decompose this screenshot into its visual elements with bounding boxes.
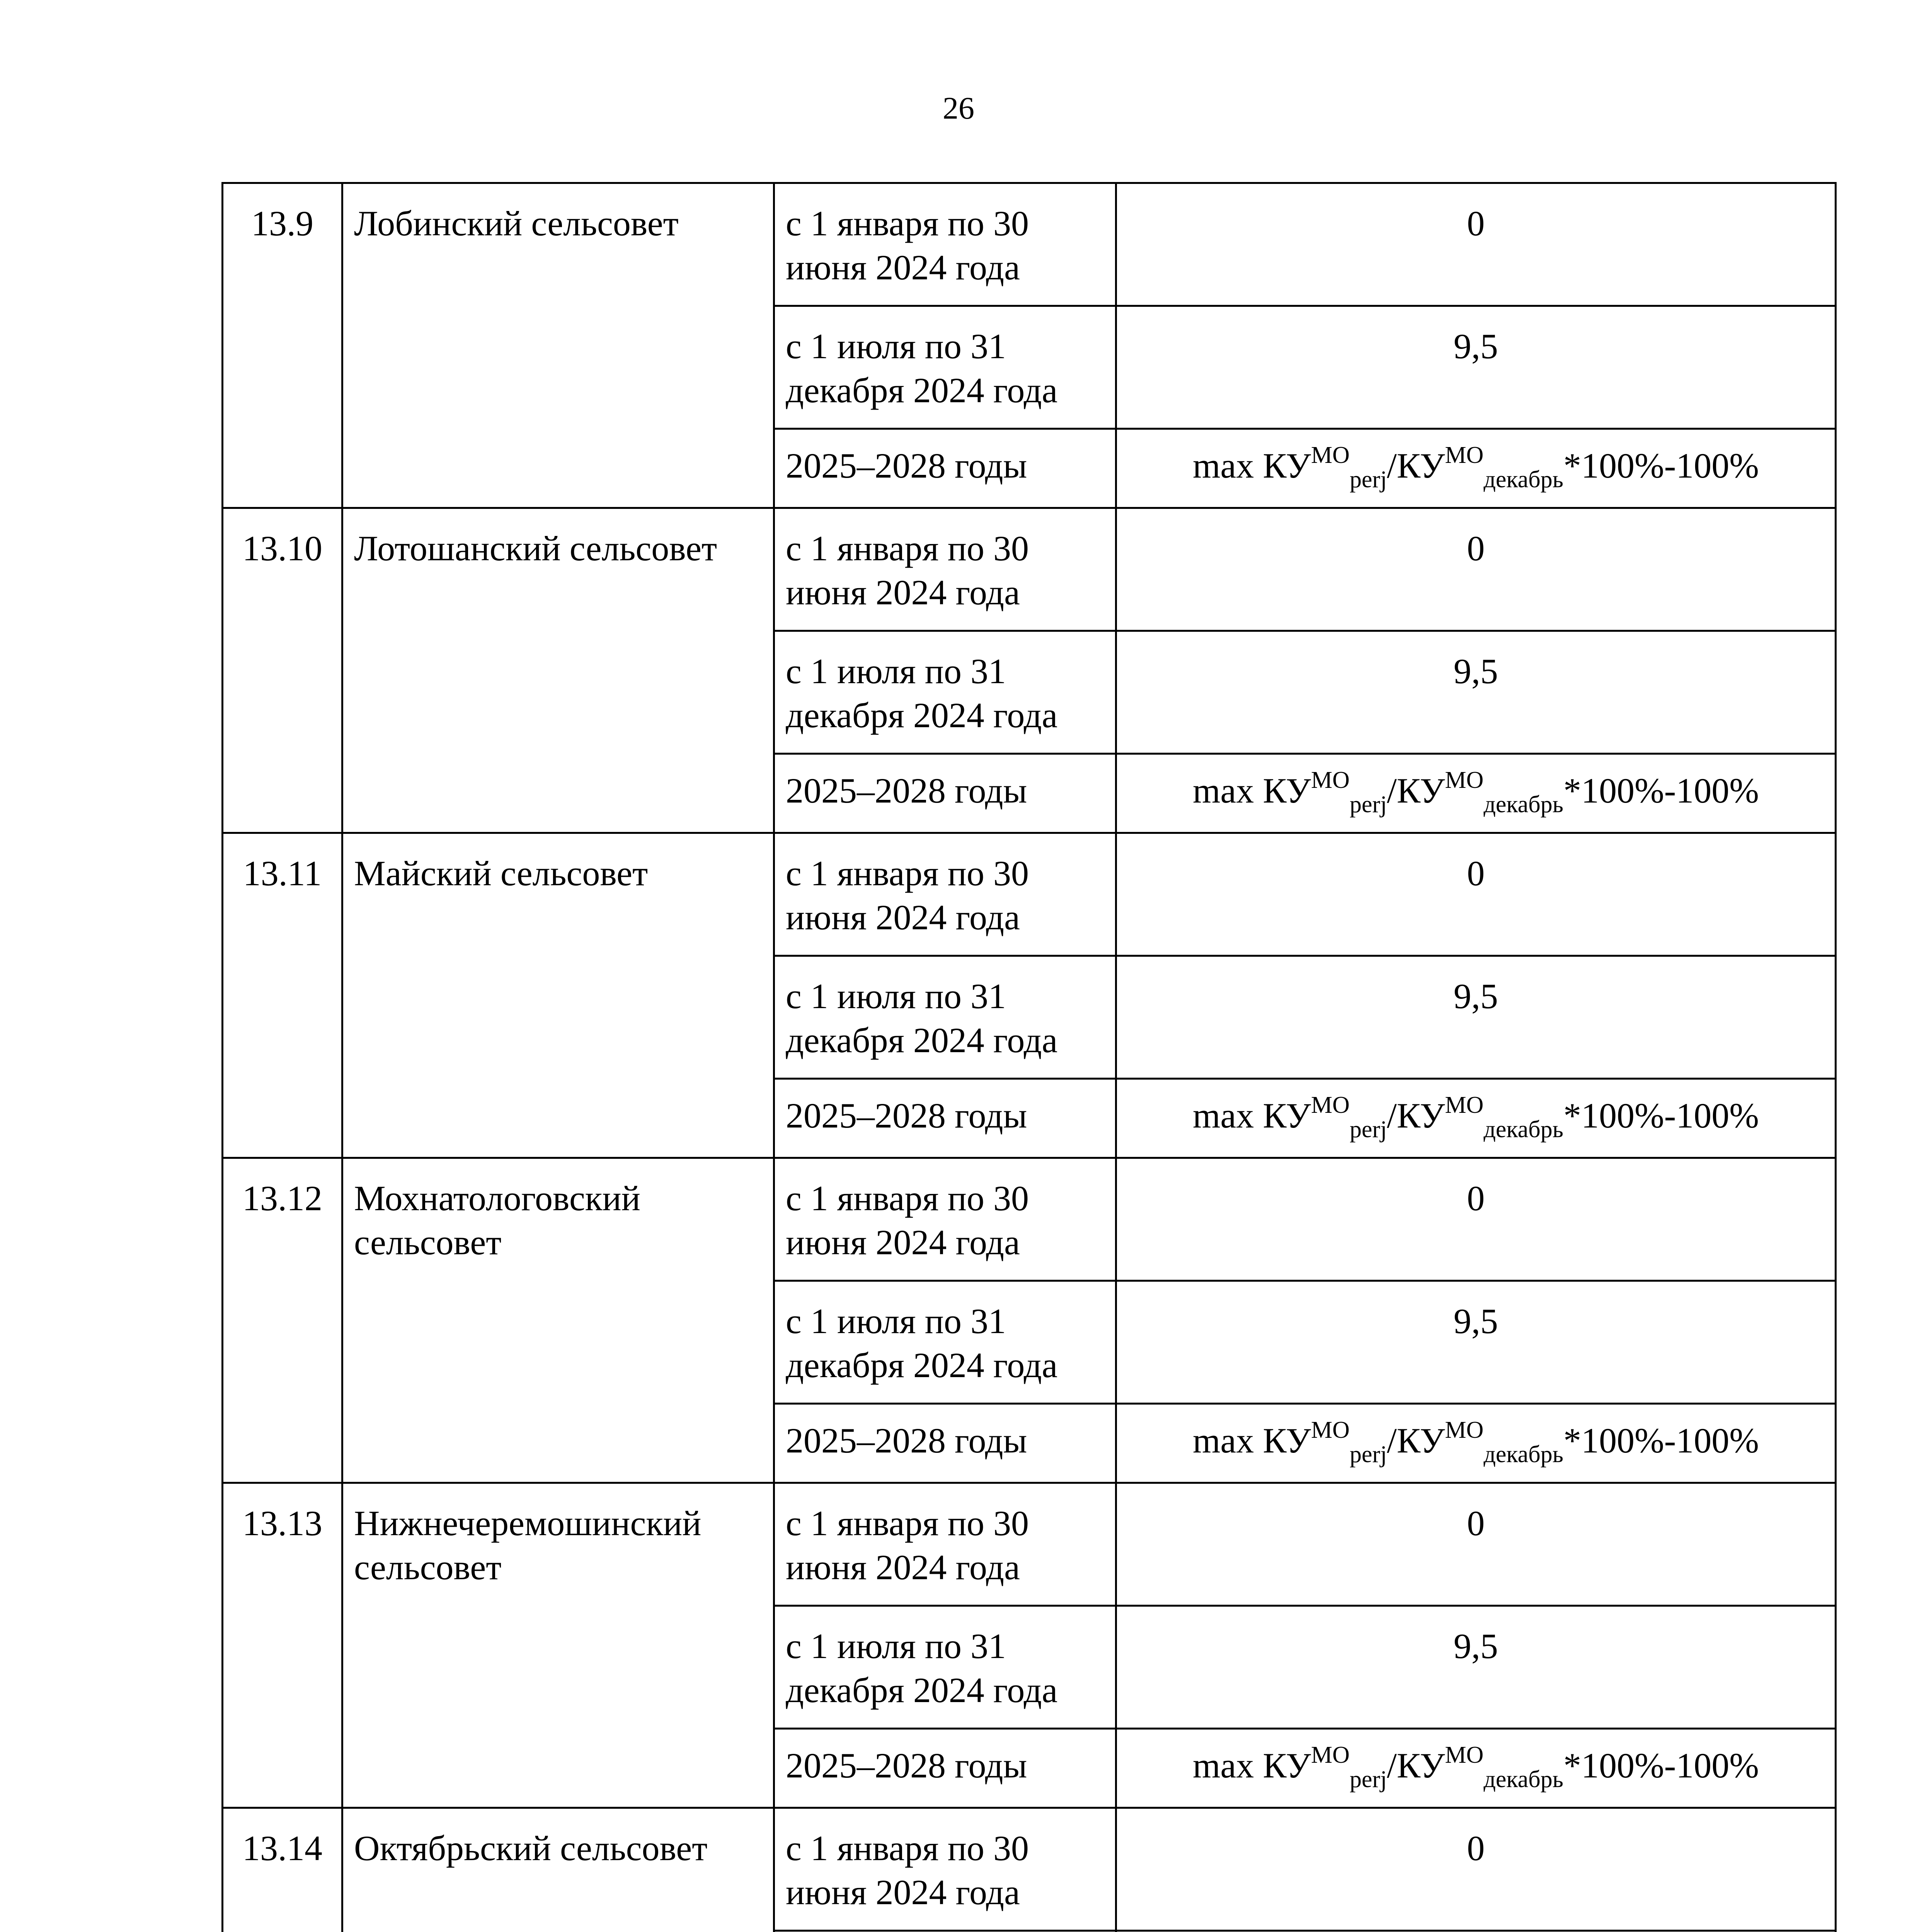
formula-sub: декабрь	[1483, 1766, 1564, 1793]
value-cell	[1116, 754, 1836, 833]
tariff-table-body	[223, 183, 1836, 1932]
table-row	[223, 1808, 1836, 1931]
formula-sub: декабрь	[1483, 791, 1564, 818]
formula-sup: МО	[1311, 767, 1350, 794]
formula-prefix: max КУ	[1193, 1746, 1311, 1785]
formula-sup: МО	[1445, 767, 1484, 794]
formula-mid: /КУ	[1387, 1421, 1445, 1460]
row-number: 13.14	[223, 1808, 342, 1932]
value-cell: 0	[1116, 1483, 1836, 1606]
table-row	[223, 183, 1836, 306]
row-number: 13.12	[223, 1158, 342, 1483]
table-row	[223, 1158, 1836, 1281]
formula-sub: perj	[1349, 1116, 1387, 1143]
formula-mid: /КУ	[1387, 1096, 1445, 1135]
formula-prefix: max КУ	[1193, 446, 1311, 485]
formula-sub: perj	[1349, 1766, 1387, 1793]
table-row	[223, 833, 1836, 956]
formula-sup: МО	[1445, 1092, 1484, 1119]
row-number: 13.10	[223, 508, 342, 833]
value-cell	[1116, 1079, 1836, 1158]
value-cell: 0	[1116, 183, 1836, 306]
formula-suffix: *100%-100%	[1563, 1746, 1759, 1785]
period-cell: с 1 января по 30 июня 2024 года	[774, 508, 1116, 631]
period-cell: с 1 июля по 31 декабря 2024 года	[774, 956, 1116, 1079]
formula-prefix: max КУ	[1193, 1096, 1311, 1135]
formula-suffix: *100%-100%	[1563, 771, 1759, 810]
period-cell: с 1 января по 30 июня 2024 года	[774, 1483, 1116, 1606]
value-cell	[1116, 1729, 1836, 1808]
formula-sup: МО	[1445, 1742, 1484, 1769]
period-cell: 2025–2028 годы	[774, 1729, 1116, 1808]
row-number: 13.11	[223, 833, 342, 1158]
municipality-name: Октябрьский сельсовет	[342, 1808, 774, 1932]
formula-sub: декабрь	[1483, 1441, 1564, 1468]
municipality-name: Майский сельсовет	[342, 833, 774, 1158]
period-cell: 2025–2028 годы	[774, 754, 1116, 833]
tariff-table	[221, 182, 1837, 1932]
value-cell: 9,5	[1116, 306, 1836, 429]
formula-sub: perj	[1349, 466, 1387, 493]
formula-sup: МО	[1445, 1417, 1484, 1444]
value-cell: 9,5	[1116, 1281, 1836, 1404]
formula-mid: /КУ	[1387, 446, 1445, 485]
period-cell: с 1 января по 30 июня 2024 года	[774, 833, 1116, 956]
formula-mid: /КУ	[1387, 771, 1445, 810]
page-number: 26	[943, 90, 974, 126]
period-cell: с 1 июля по 31 декабря 2024 года	[774, 1281, 1116, 1404]
period-cell: с 1 июля по 31 декабря 2024 года	[774, 1606, 1116, 1729]
value-cell: 9,5	[1116, 956, 1836, 1079]
period-cell: 2025–2028 годы	[774, 1079, 1116, 1158]
municipality-name: Лотошанский сельсовет	[342, 508, 774, 833]
row-number: 13.9	[223, 183, 342, 508]
formula-sup: МО	[1311, 442, 1350, 469]
period-cell: 2025–2028 годы	[774, 429, 1116, 508]
value-cell: 0	[1116, 508, 1836, 631]
formula-sup: МО	[1311, 1742, 1350, 1769]
formula-suffix: *100%-100%	[1563, 446, 1759, 485]
municipality-name: Лобинский сельсовет	[342, 183, 774, 508]
formula-suffix: *100%-100%	[1563, 1096, 1759, 1135]
value-cell	[1116, 429, 1836, 508]
value-cell	[1116, 1404, 1836, 1483]
municipality-name: Мохнатологовский сельсовет	[342, 1158, 774, 1483]
period-cell: 2025–2028 годы	[774, 1404, 1116, 1483]
municipality-name: Нижнечеремошинский сельсовет	[342, 1483, 774, 1808]
formula-sup: МО	[1445, 442, 1484, 469]
formula-sub: perj	[1349, 791, 1387, 818]
value-cell: 0	[1116, 1158, 1836, 1281]
period-cell: с 1 января по 30 июня 2024 года	[774, 183, 1116, 306]
period-cell: с 1 июля по 31 декабря 2024 года	[774, 306, 1116, 429]
value-cell: 9,5	[1116, 1606, 1836, 1729]
period-cell: с 1 января по 30 июня 2024 года	[774, 1158, 1116, 1281]
formula-suffix: *100%-100%	[1563, 1421, 1759, 1460]
formula-sub: декабрь	[1483, 466, 1564, 493]
value-cell: 9,5	[1116, 631, 1836, 754]
formula-sup: МО	[1311, 1417, 1350, 1444]
table-row	[223, 1483, 1836, 1606]
row-number: 13.13	[223, 1483, 342, 1808]
formula-mid: /КУ	[1387, 1746, 1445, 1785]
formula-sub: декабрь	[1483, 1116, 1564, 1143]
value-cell	[1116, 1931, 1836, 1932]
table-row	[223, 508, 1836, 631]
period-cell: с 1 июля по 31 декабря 2024 года	[774, 631, 1116, 754]
value-cell: 0	[1116, 833, 1836, 956]
formula-sup: МО	[1311, 1092, 1350, 1119]
period-cell	[774, 1931, 1116, 1932]
formula-sub: perj	[1349, 1441, 1387, 1468]
formula-prefix: max КУ	[1193, 1421, 1311, 1460]
period-cell: с 1 января по 30 июня 2024 года	[774, 1808, 1116, 1931]
value-cell: 0	[1116, 1808, 1836, 1931]
formula-prefix: max КУ	[1193, 771, 1311, 810]
